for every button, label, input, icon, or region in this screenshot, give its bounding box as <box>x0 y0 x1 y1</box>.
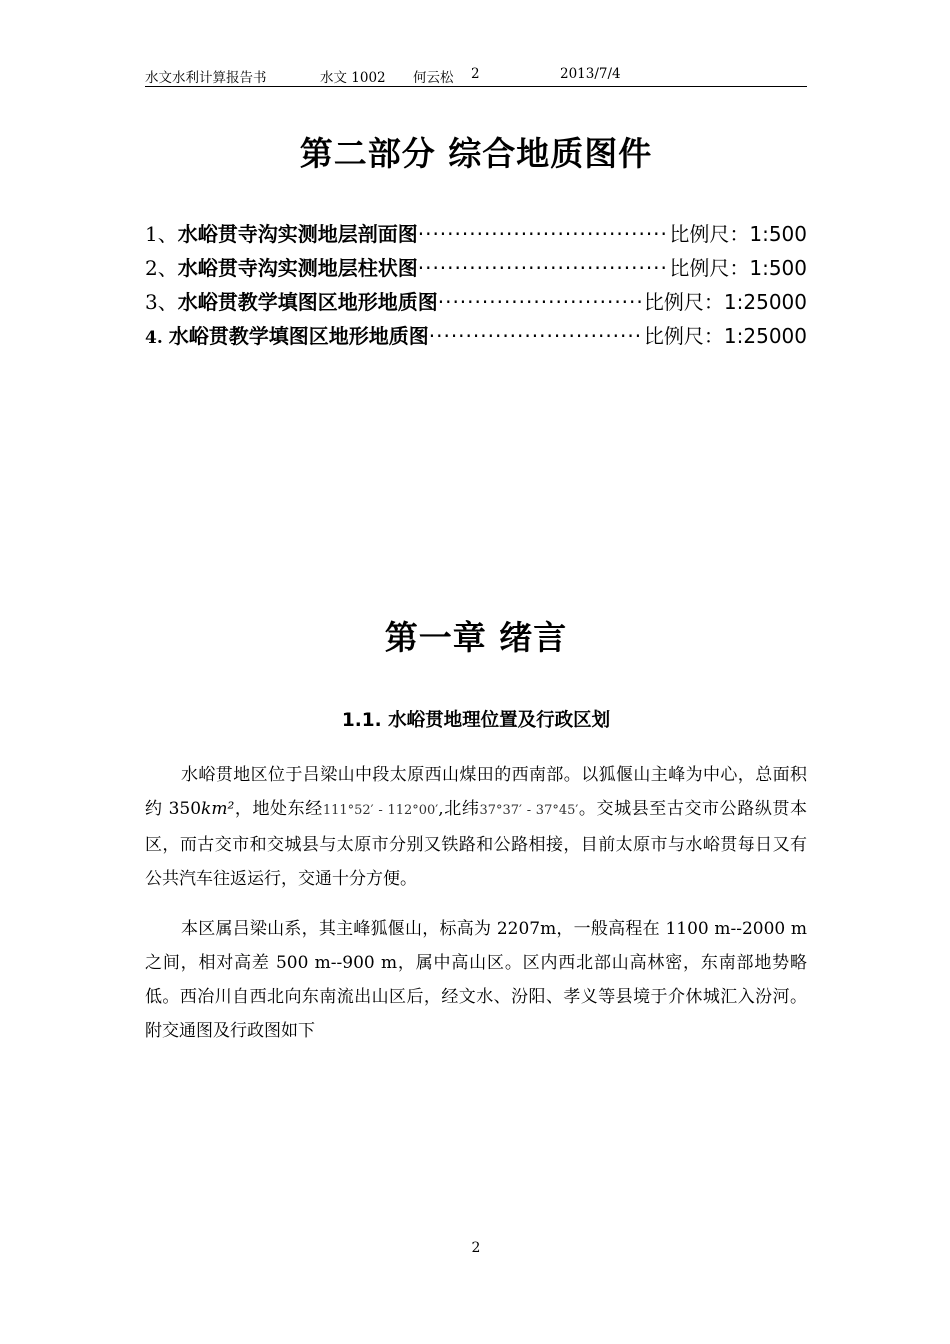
figure-list-item <box>145 218 807 252</box>
paragraph-text: ,北纬 <box>438 799 480 819</box>
figure-list <box>145 218 807 354</box>
footer-page-number: 2 <box>471 1240 481 1256</box>
figure-number: 2、 <box>145 256 178 280</box>
latitude-range: 37°37′ - 37°45′ <box>479 803 579 818</box>
body-paragraph: 本区属吕梁山系，其主峰狐偃山，标高为 2207m，一般高程在 1100 m--2000 m 之间，相对高差 500 m--900 m，属中高山区。区内西北部山高林密，东南部地势略低。西冶川自西北向东南流出山区后，经文水、汾阳、孝义等县境于介休城汇入汾河。附交通图及行政图如下 <box>145 919 807 1041</box>
figure-scale: 比例尺：1:25000 <box>643 290 807 314</box>
section-title: 1.1. 水峪贯地理位置及行政区划 <box>341 710 611 731</box>
leader-dots <box>438 290 644 314</box>
figure-scale: 比例尺：1:500 <box>669 222 807 246</box>
leader-dots <box>418 222 670 246</box>
chapter-title: 第一章 绪言 <box>384 618 568 657</box>
figure-list-item <box>145 320 807 354</box>
header-author: 何云松 <box>413 70 454 86</box>
figure-title: 水峪贯寺沟实测地层剖面图 <box>177 222 418 246</box>
figure-list-item <box>145 286 807 320</box>
figure-title: 水峪贯教学填图区地形地质图 <box>177 290 438 314</box>
figure-list-item <box>145 252 807 286</box>
header-report-title: 水文水利计算报告书 <box>145 70 267 86</box>
paragraph-text: 水峪贯地区位于吕梁山中段太原西山煤田的西南部。以狐偃山主峰为中心，总面积约 350 <box>145 765 807 819</box>
header-class: 水文 1002 <box>320 70 386 86</box>
body-paragraph <box>145 758 807 896</box>
figure-number: 4. <box>145 328 163 348</box>
figure-title: 水峪贯教学填图区地形地质图 <box>168 324 429 348</box>
header-page-number: 2 <box>471 66 480 82</box>
paragraph-text: ，地处东经 <box>234 799 323 819</box>
header-date: 2013/7/4 <box>560 66 621 82</box>
figure-number: 3、 <box>145 290 178 314</box>
figure-number: 1、 <box>145 222 178 246</box>
area-unit: km² <box>201 799 235 819</box>
leader-dots <box>418 256 670 280</box>
page-header <box>145 66 807 87</box>
part-title: 第二部分 综合地质图件 <box>299 134 653 173</box>
leader-dots <box>429 324 644 348</box>
figure-title: 水峪贯寺沟实测地层柱状图 <box>177 256 418 280</box>
figure-scale: 比例尺：1:500 <box>669 256 807 280</box>
figure-scale: 比例尺：1:25000 <box>643 324 807 348</box>
longitude-range: 111°52′ - 112°00′ <box>322 803 439 818</box>
paragraph-text: 。交城县至古交市公路纵贯本区，而古交市和交城县与太原市分别又铁路和公路相接，目前太原市与水峪贯每日又有公共汽车往返运行，交通十分方便。 <box>145 799 807 889</box>
